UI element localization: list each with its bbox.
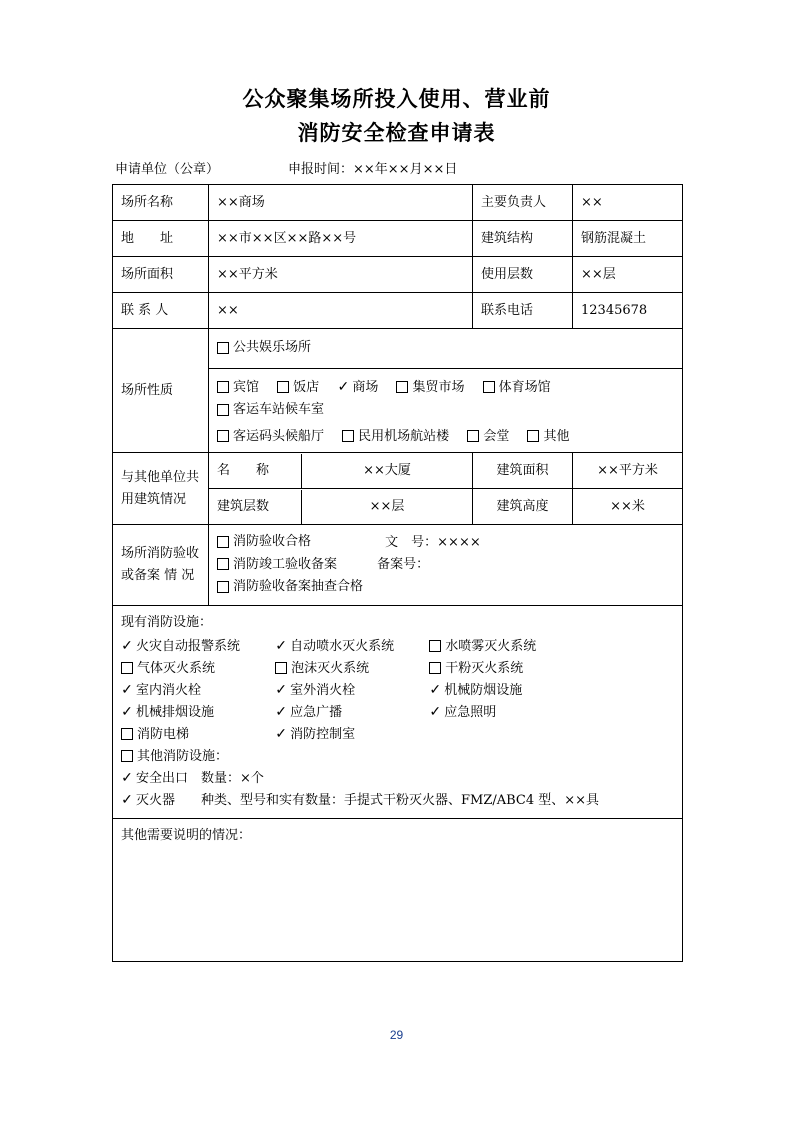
structure-label: 建筑结构 [473, 221, 573, 257]
acceptance-option[interactable] [217, 576, 363, 598]
nature-option-label: 集贸市场 [412, 379, 465, 395]
nature-row [113, 329, 683, 453]
nature-row-2 [209, 369, 682, 453]
checkbox-icon[interactable] [121, 750, 133, 762]
facilities-line [121, 658, 674, 680]
facility-option-other[interactable] [121, 746, 228, 768]
facility-label: 自动喷水灭火系统 [290, 638, 395, 654]
contact-label: 联 系 人 [113, 293, 209, 329]
facilities-line [121, 636, 674, 658]
facility-option[interactable] [121, 724, 271, 746]
facility-label: 水喷雾灭火系统 [445, 638, 537, 654]
checkbox-icon[interactable] [217, 536, 229, 548]
facility-option-checked[interactable] [429, 680, 579, 702]
nature-option-label: 客运码头候船厅 [233, 428, 325, 444]
facility-exit-label: 安全出口 数量：×个 [136, 770, 264, 786]
facility-option-checked[interactable] [429, 702, 579, 724]
shared-name-value[interactable]: ××大厦 [363, 462, 411, 478]
check-icon: ✓ [121, 770, 133, 786]
checkbox-icon[interactable] [217, 381, 229, 393]
checkbox-icon[interactable] [483, 381, 495, 393]
shared-floors-label: 建筑层数 [209, 490, 302, 524]
facilities-line [121, 702, 674, 724]
facilities-row [113, 605, 683, 818]
doc-no-label[interactable]: 文 号：×××× [385, 534, 481, 550]
checkbox-icon[interactable] [429, 640, 441, 652]
address-value[interactable]: ××市××区××路××号 [209, 221, 473, 257]
address-label: 地 址 [113, 221, 209, 257]
record-no-label[interactable]: 备案号： [377, 557, 430, 572]
phone-value[interactable]: 12345678 [573, 293, 683, 329]
acceptance-option-row [217, 554, 674, 577]
nature-option-label: 客运车站候车室 [233, 402, 325, 417]
shared-building-label [113, 453, 209, 525]
acceptance-label-line-2: 或备案 情 况 [121, 567, 195, 583]
table-row [113, 221, 683, 257]
nature-option-label: 体育场馆 [498, 379, 551, 395]
facilities-line [121, 746, 674, 768]
principal-value[interactable]: ×× [573, 185, 683, 221]
phone-label: 联系电话 [473, 293, 573, 329]
remarks-row [113, 818, 683, 961]
nature-option-label: 其他 [543, 428, 570, 444]
area-value[interactable]: ××平方米 [209, 257, 473, 293]
page-title [0, 84, 793, 148]
facilities-line [121, 768, 674, 790]
shared-floors-cell [209, 489, 473, 525]
remarks-label: 其他需要说明的情况： [121, 827, 252, 843]
nature-option[interactable] [342, 426, 449, 448]
nature-option-label: 饭店 [293, 379, 320, 395]
checkbox-icon[interactable] [217, 581, 229, 593]
checkbox-icon[interactable] [217, 558, 229, 570]
shared-name-label: 名 称 [209, 454, 302, 488]
facility-label: 应急照明 [444, 704, 497, 720]
acceptance-option[interactable] [217, 531, 311, 553]
check-icon: ✓ [429, 682, 442, 698]
site-name-label: 场所名称 [113, 185, 209, 221]
shared-building-row-1 [113, 453, 683, 489]
facility-other-label: 其他消防设施： [137, 748, 229, 764]
title-line-1: 公众聚集场所投入使用、营业前 [242, 86, 551, 111]
area-label: 场所面积 [113, 257, 209, 293]
table-row [113, 293, 683, 329]
checkbox-icon[interactable] [121, 662, 133, 674]
nature-option[interactable] [217, 377, 259, 399]
facility-label: 室外消火栓 [290, 682, 356, 698]
acceptance-row [113, 525, 683, 606]
nature-option-label: 公共娱乐场所 [233, 340, 312, 355]
contact-value[interactable]: ×× [209, 293, 473, 329]
applicant-label: 申请单位（公章） [115, 162, 220, 177]
nature-option-label: 民用机场航站楼 [358, 428, 450, 444]
principal-label: 主要负责人 [473, 185, 573, 221]
facilities-line [121, 790, 674, 812]
facility-extinguisher-label: 灭火器 种类、型号和实有数量：手提式干粉灭火器、FMZ/ABC4 型、××具 [136, 792, 600, 808]
subheader [0, 158, 793, 178]
checkbox-icon[interactable] [342, 430, 354, 442]
nature-option[interactable] [527, 426, 569, 448]
table-row [113, 257, 683, 293]
check-icon: ✓ [275, 726, 287, 742]
facility-option[interactable] [429, 658, 579, 680]
shared-label-line-1: 与其他单位共 [121, 469, 200, 485]
facility-option-checked[interactable] [275, 724, 425, 746]
structure-value[interactable]: 钢筋混凝土 [573, 221, 683, 257]
facilities-line [121, 724, 674, 746]
shared-name-cell [209, 453, 473, 489]
check-icon: ✓ [121, 682, 133, 698]
facility-label: 泡沫灭火系统 [291, 660, 370, 676]
checkbox-icon[interactable] [277, 381, 289, 393]
acceptance-option-row [217, 576, 674, 599]
acceptance-option-label: 消防验收备案抽查合格 [233, 579, 364, 594]
title-line-2: 消防安全检查申请表 [297, 120, 496, 145]
check-icon: ✓ [337, 379, 350, 395]
acceptance-options-cell [209, 525, 683, 606]
facilities-cell [113, 605, 683, 818]
shared-building-area-label: 建筑面积 [473, 453, 573, 489]
shared-label-line-2: 用建筑情况 [121, 491, 187, 507]
shared-building-area-value[interactable]: ××平方米 [573, 453, 683, 489]
check-icon: ✓ [275, 704, 287, 720]
table-row [113, 185, 683, 221]
facility-option[interactable] [429, 636, 579, 658]
nature-option[interactable] [217, 426, 324, 448]
site-name-value[interactable]: ××商场 [209, 185, 473, 221]
facility-label: 消防控制室 [290, 726, 356, 742]
acceptance-option[interactable] [217, 554, 337, 576]
acceptance-option-label: 消防验收合格 [233, 534, 312, 549]
declare-time-label: 申报时间：××年××月××日 [288, 162, 458, 177]
checkbox-icon[interactable] [217, 430, 229, 442]
shared-building-height-value[interactable]: ××米 [573, 489, 683, 525]
check-icon: ✓ [121, 792, 133, 808]
facility-label: 应急广播 [290, 704, 343, 720]
nature-option[interactable] [467, 426, 509, 448]
facility-label: 干粉灭火系统 [445, 660, 524, 676]
facility-label: 机械防烟设施 [444, 682, 523, 698]
nature-option[interactable] [217, 337, 311, 359]
shared-building-height-label: 建筑高度 [473, 489, 573, 525]
facility-label: 气体灭火系统 [137, 660, 216, 676]
facility-option-checked[interactable] [121, 680, 271, 702]
facility-exit-row[interactable] [121, 768, 264, 790]
facility-option[interactable] [275, 658, 425, 680]
nature-label: 场所性质 [113, 329, 209, 453]
checkbox-icon[interactable] [396, 381, 408, 393]
facility-option-checked[interactable] [275, 702, 425, 724]
facility-label: 火灾自动报警系统 [136, 638, 241, 654]
nature-options-cell [209, 329, 683, 453]
checkbox-icon[interactable] [217, 404, 229, 416]
check-icon: ✓ [429, 704, 442, 720]
shared-floors-value[interactable]: ××层 [369, 498, 405, 514]
acceptance-option-label: 消防竣工验收备案 [233, 556, 338, 572]
facility-option-checked[interactable] [275, 680, 425, 702]
facility-label: 机械排烟设施 [136, 704, 215, 720]
check-icon: ✓ [121, 638, 133, 654]
nature-row-3 [217, 426, 674, 449]
page-number: 29 [389, 1028, 404, 1042]
nature-option-label: 会堂 [483, 428, 510, 444]
checkbox-icon[interactable] [275, 662, 287, 674]
facility-option-checked[interactable] [121, 702, 271, 724]
nature-row-1 [209, 329, 682, 369]
checkbox-icon[interactable] [121, 728, 133, 740]
check-icon: ✓ [275, 638, 287, 654]
remarks-cell[interactable] [113, 818, 683, 961]
nature-option[interactable] [217, 399, 324, 421]
facility-option-checked[interactable] [275, 636, 425, 658]
check-icon: ✓ [275, 682, 287, 698]
nature-option[interactable] [483, 377, 551, 399]
facility-label: 室内消火栓 [136, 682, 202, 698]
nature-option-checked[interactable] [337, 377, 378, 399]
facilities-line [121, 680, 674, 702]
checkbox-icon[interactable] [217, 342, 229, 354]
check-icon: ✓ [121, 704, 133, 720]
checkbox-icon[interactable] [527, 430, 539, 442]
nature-option[interactable] [396, 377, 464, 399]
facility-label: 消防电梯 [137, 726, 190, 742]
acceptance-label-line-1: 场所消防验收 [121, 545, 200, 561]
nature-option[interactable] [277, 377, 319, 399]
facilities-header: 现有消防设施： [121, 614, 213, 630]
nature-option-label: 宾馆 [233, 379, 260, 395]
checkbox-icon[interactable] [467, 430, 479, 442]
floors-value[interactable]: ××层 [573, 257, 683, 293]
nature-option-label: 商场 [352, 379, 379, 395]
facility-option[interactable] [121, 658, 271, 680]
facility-extinguisher-row[interactable] [121, 790, 599, 812]
acceptance-option-row [217, 531, 674, 554]
checkbox-icon[interactable] [429, 662, 441, 674]
floors-label: 使用层数 [473, 257, 573, 293]
facility-option-checked[interactable] [121, 636, 271, 658]
acceptance-label [113, 525, 209, 606]
application-form-table [112, 184, 683, 962]
